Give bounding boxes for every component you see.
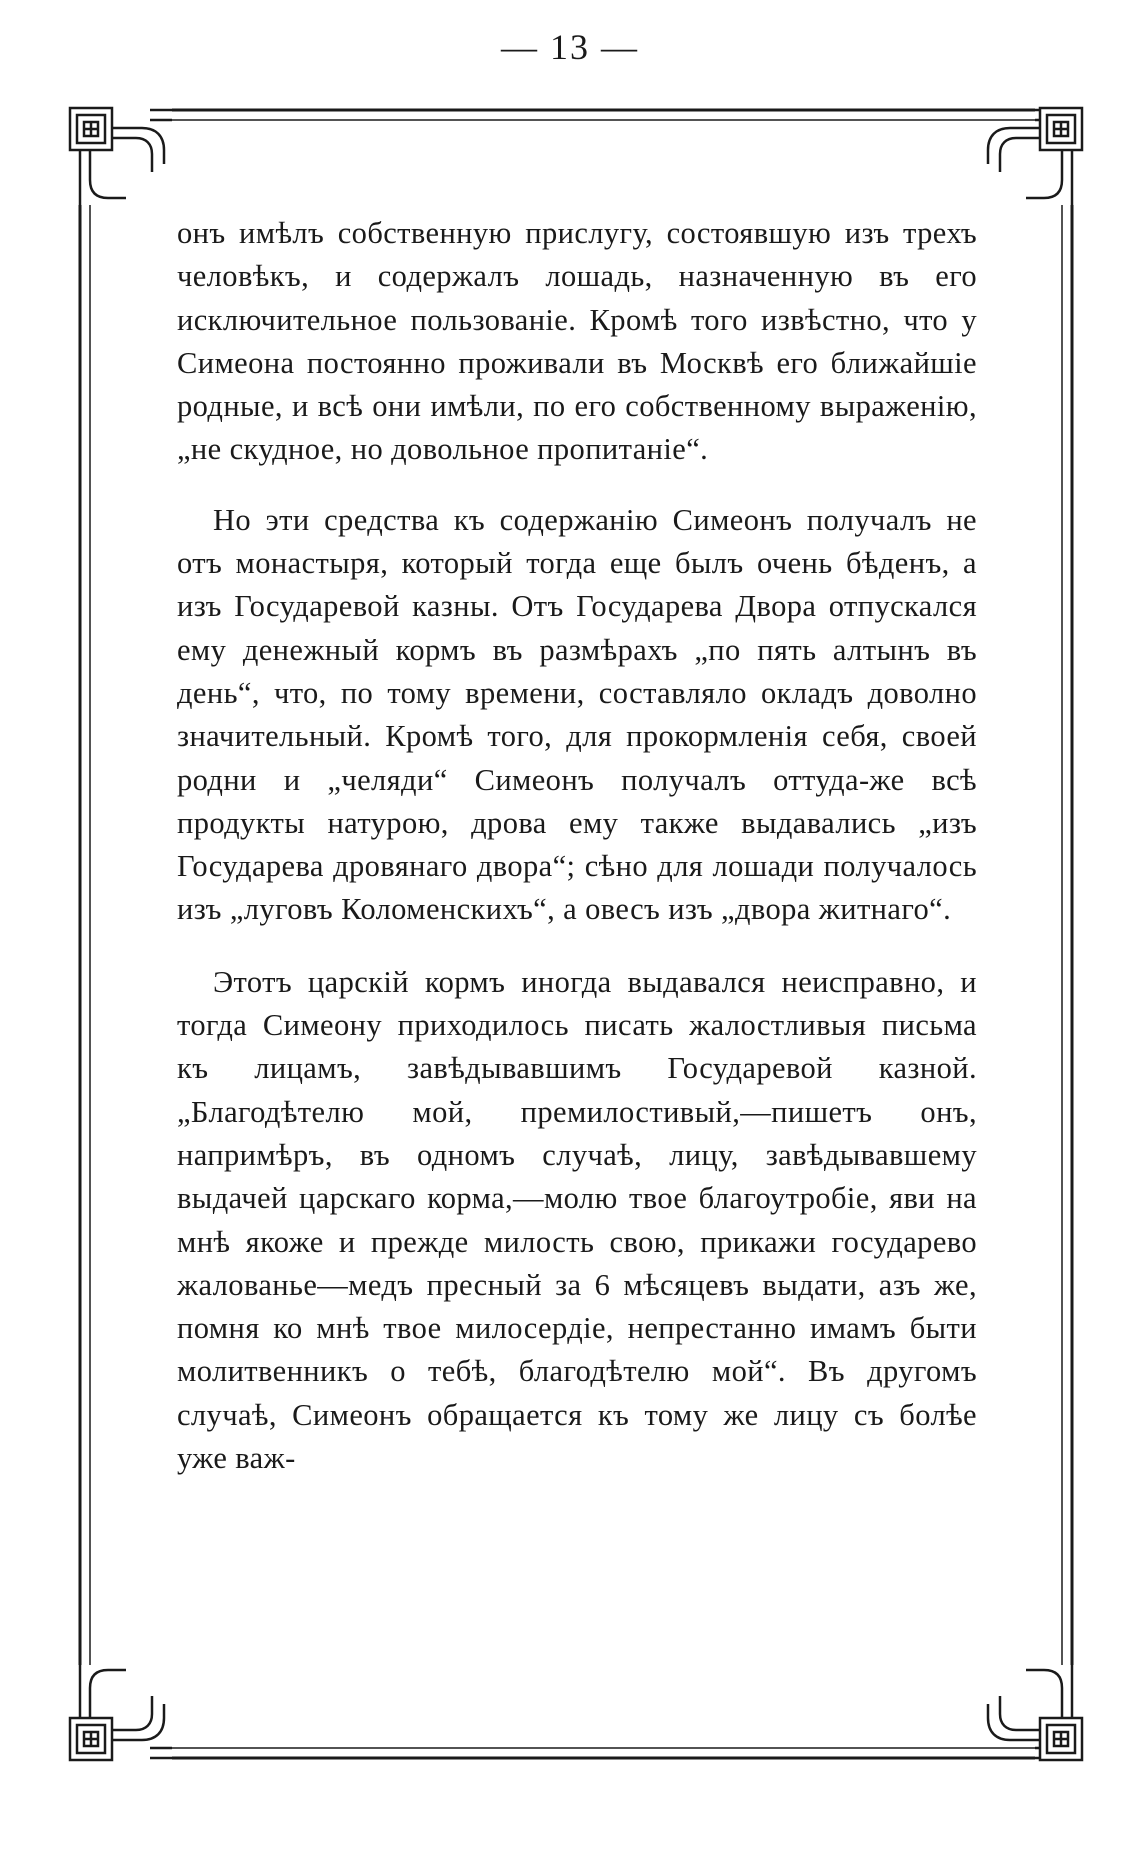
corner-ornament-bottom-right (988, 1665, 1082, 1760)
page-number: — 13 — (501, 27, 639, 67)
corner-ornament-top-right (988, 108, 1082, 205)
body-text (177, 212, 977, 1480)
corner-ornament-bottom-left (70, 1665, 172, 1760)
corner-ornament-top-left (70, 108, 172, 205)
paragraph-3: Этотъ царскій кормъ иногда выдавался неисправно, и тогда Симеону приходилось писать жалостливыя письма къ лицамъ, завѣдывавшимъ Государевой казной. „Благодѣтелю мой, премилостивый,—пишетъ онъ, напримѣръ, въ одномъ случаѣ, лицу, завѣдывавшему выдачей царскаго корма,—молю твое благоутробіе, яви на мнѣ якоже и прежде милость свою, прикажи государево жалованье—медъ пресный за 6 мѣсяцевъ выдати, азъ же, помня ко мнѣ твое милосердіе, непрестанно имамъ быти молитвенникъ о тебѣ, благодѣтелю мой“. Въ другомъ случаѣ, Симеонъ обращается къ тому же лицу съ болѣе уже важ- (177, 964, 977, 1476)
paragraph-2: Но эти средства къ содержанію Симеонъ получалъ не отъ монастыря, который тогда еще былъ очень бѣденъ, а изъ Государевой казны. Отъ Государева Двора отпускался ему денежный кормъ въ размѣрахъ „по пять алтынъ въ день“, что, по тому времени, составляло окладъ доволно значительный. Кромѣ того, для прокормленія себя, своей родни и „челяди“ Симеонъ получалъ оттуда-же всѣ продукты натурою, дрова ему также выдавались „изъ Государева дровянаго двора“; сѣно для лошади получалось изъ „луговъ Коломенскихъ“, а овесъ изъ „двора житнаго“. (177, 502, 977, 927)
paragraph-1: онъ имѣлъ собственную прислугу, состоявшую изъ трехъ человѣкъ, и содержалъ лошадь, назначенную въ его исключительное пользованіе. Кромѣ того извѣстно, что у Симеона постоянно проживали въ Москвѣ его ближайшіе родные, и всѣ они имѣли, по его собственному выраженію, „не скудное, но довольное пропитаніе“. (177, 216, 977, 467)
